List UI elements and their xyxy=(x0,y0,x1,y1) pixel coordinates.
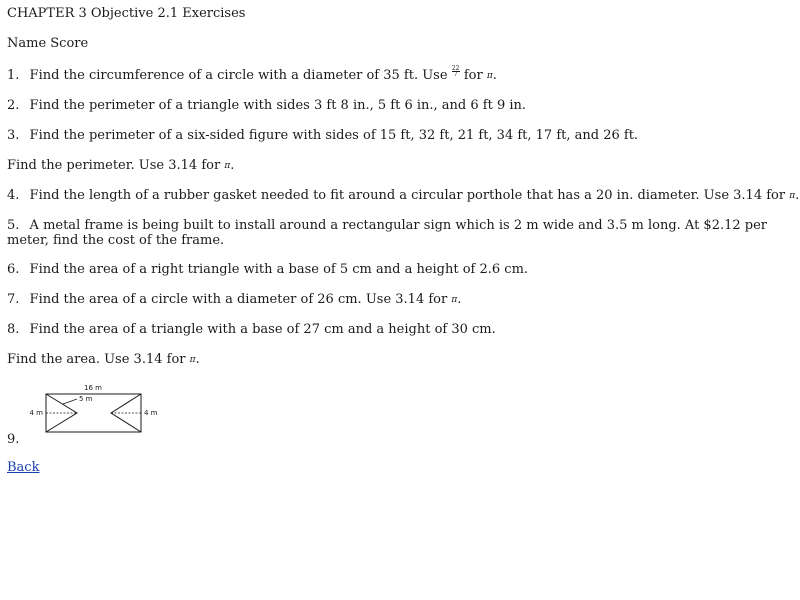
back-link[interactable]: Back xyxy=(7,460,40,475)
question-text: Find the length of a rubber gasket needed to fit around a circular porthole that has a 20 in. diameter. Use 3.14 for xyxy=(29,188,786,203)
question-text: Find the perimeter of a triangle with sides 3 ft 8 in., 5 ft 6 in., and 6 ft 9 in. xyxy=(29,98,527,113)
name-score-line: Name Score xyxy=(7,36,89,51)
question-4 xyxy=(7,188,800,204)
section-area xyxy=(7,352,793,368)
question-number: 2. xyxy=(7,98,20,113)
question-1 xyxy=(7,66,793,84)
question-3 xyxy=(7,128,793,144)
question-end: . xyxy=(457,292,462,307)
question-number: 6. xyxy=(7,262,20,277)
question-number: 8. xyxy=(7,322,20,337)
question-number: 9. xyxy=(7,432,20,447)
pi-symbol: π xyxy=(789,191,796,201)
question-number: 3. xyxy=(7,128,20,143)
question-number: 5. xyxy=(7,218,20,233)
inner-pointer xyxy=(63,399,77,404)
question-text: Find the circumference of a circle with a diameter of 35 ft. Use xyxy=(29,68,448,83)
question-6 xyxy=(7,262,793,278)
question-7 xyxy=(7,292,793,308)
label-top: 16 m xyxy=(84,384,102,392)
rectangle-triangles-figure xyxy=(27,382,167,442)
label-right: 4 m xyxy=(144,409,158,417)
question-2 xyxy=(7,98,793,114)
question-text: Find the area of a triangle with a base of 27 cm and a height of 30 cm. xyxy=(29,322,496,337)
exercise-page xyxy=(7,6,800,476)
section-text: Find the perimeter. Use 3.14 for xyxy=(7,158,221,173)
label-inner: 5 m xyxy=(79,395,93,403)
question-5 xyxy=(7,218,793,248)
fraction xyxy=(452,66,460,77)
question-text: A metal frame is being built to install around a rectangular sign which is 2 m wide and 3.5 m long. At $2.12 per meter, find the cost of the frame. xyxy=(7,218,768,248)
fraction-numerator: 22 xyxy=(451,65,460,72)
question-text: Find the perimeter of a six-sided figure with sides of 15 ft, 32 ft, 21 ft, 34 ft, 17 ft, and 26 ft. xyxy=(29,128,639,143)
question-9 xyxy=(7,382,793,448)
question-text: Find the area of a circle with a diameter of 26 cm. Use 3.14 for xyxy=(29,292,448,307)
question-8 xyxy=(7,322,793,338)
fraction-denominator: 7 xyxy=(453,71,458,78)
question-number: 7. xyxy=(7,292,20,307)
question-end: . xyxy=(795,188,800,203)
pi-symbol: π xyxy=(451,295,458,305)
question-suffix: for xyxy=(463,68,483,83)
question-end: . xyxy=(492,68,497,83)
question-text: Find the area of a right triangle with a base of 5 cm and a height of 2.6 cm. xyxy=(29,262,529,277)
section-perimeter xyxy=(7,158,793,174)
pi-symbol: π xyxy=(189,355,196,365)
pi-symbol: π xyxy=(486,71,493,81)
page-title: CHAPTER 3 Objective 2.1 Exercises xyxy=(7,6,246,21)
question-number: 4. xyxy=(7,188,20,203)
section-end: . xyxy=(195,352,200,367)
section-text: Find the area. Use 3.14 for xyxy=(7,352,186,367)
section-end: . xyxy=(230,158,235,173)
question-number: 1. xyxy=(7,68,20,83)
pi-symbol: π xyxy=(224,161,231,171)
label-left: 4 m xyxy=(29,409,43,417)
